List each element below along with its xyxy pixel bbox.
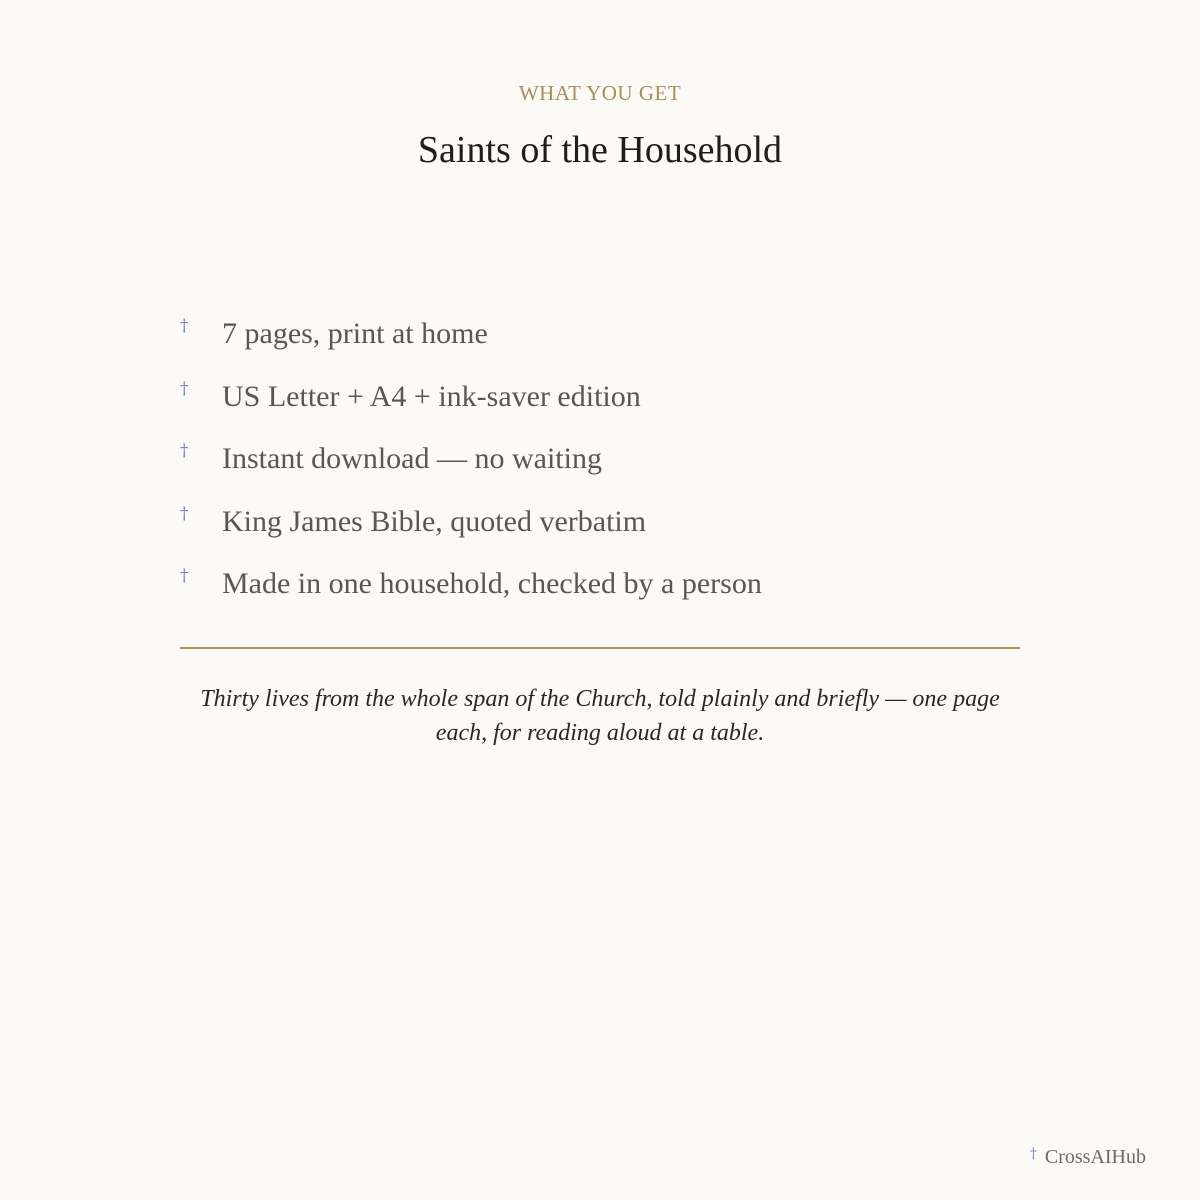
feature-text: 7 pages, print at home	[222, 317, 488, 350]
feature-text: King James Bible, quoted verbatim	[222, 504, 647, 538]
feature-text: US Letter + A4 + ink-saver edition	[222, 379, 641, 413]
divider	[180, 647, 1020, 649]
cross-icon: †	[180, 441, 189, 461]
feature-item	[180, 433, 1020, 496]
brand-mark	[1030, 1144, 1146, 1170]
feature-text: Made in one household, checked by a person	[222, 567, 762, 600]
cross-icon: †	[180, 503, 189, 524]
brand-name: CrossAIHub	[1044, 1146, 1146, 1168]
feature-item	[180, 371, 1020, 434]
cross-icon: †	[180, 378, 189, 399]
feature-item	[180, 496, 1020, 559]
feature-item	[180, 558, 1020, 621]
cross-icon: †	[180, 316, 189, 336]
eyebrow-label: WHAT YOU GET	[518, 81, 682, 105]
cross-icon: †	[1029, 1146, 1037, 1162]
cross-icon: †	[180, 566, 189, 586]
feature-item	[180, 308, 1020, 371]
page-title: Saints of the Household	[417, 129, 783, 171]
feature-text: Instant download — no waiting	[222, 442, 602, 475]
feature-list	[180, 308, 1020, 621]
description: Thirty lives from the whole span of the Church, told plainly and briefly — one page each, for reading aloud at a table.	[200, 686, 1000, 746]
